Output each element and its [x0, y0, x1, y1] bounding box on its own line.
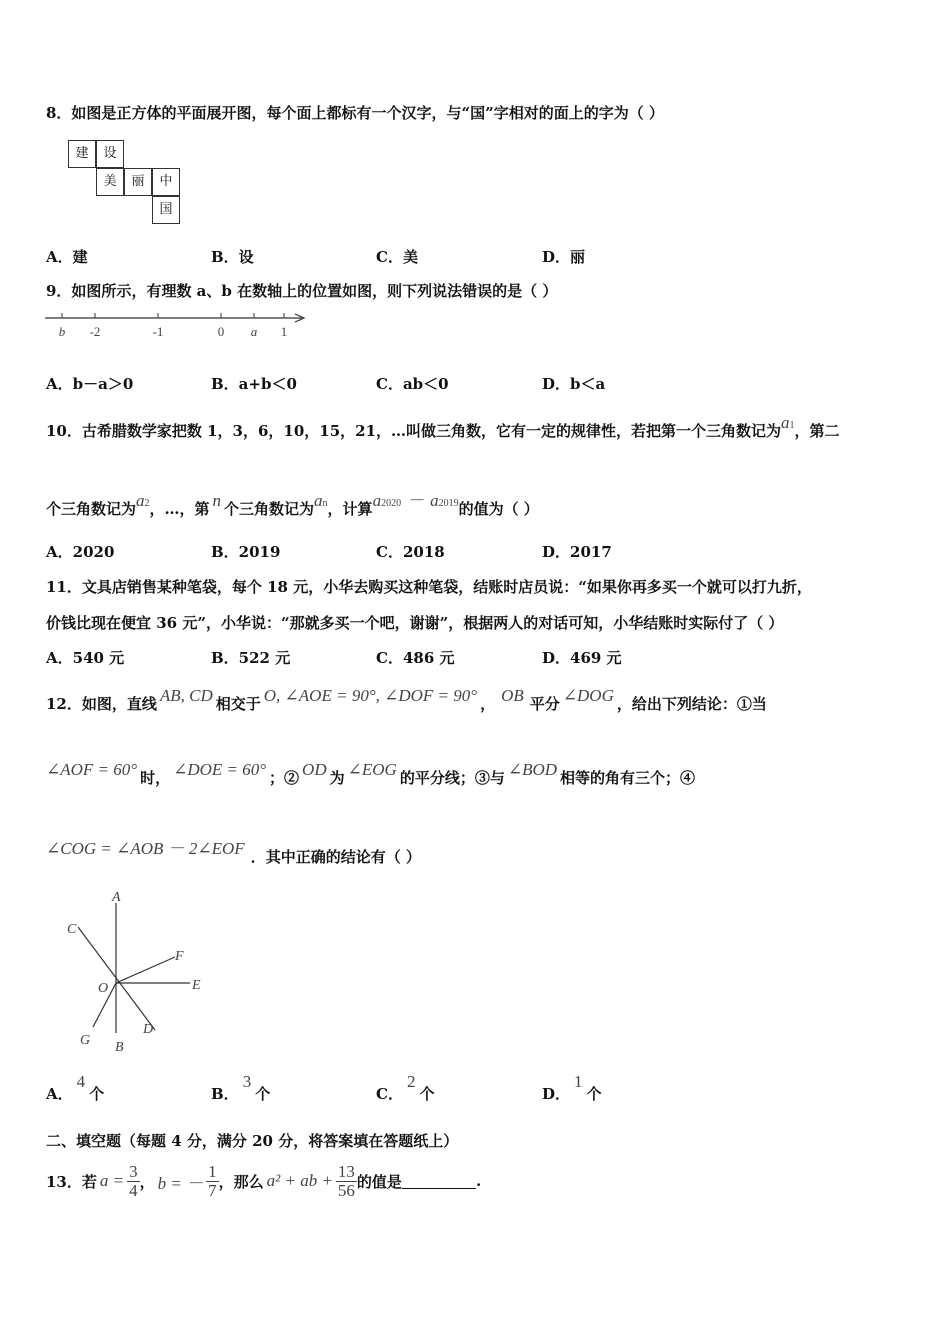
q10-option-d: D．2017 [542, 543, 612, 561]
section2-title: 二、填空题（每题 4 分，满分 20 分，将答案填在答题纸上） [46, 1132, 459, 1150]
label-minus2: -2 [89, 324, 101, 339]
q12-l2-e: 相等的角有三个；④ [560, 769, 696, 787]
q12-l1-m1: AB, CD [159, 686, 213, 705]
q10-a1-letter: a [781, 413, 790, 432]
q10-a2-letter: a [136, 491, 145, 510]
q12-option-d [542, 1072, 602, 1104]
q13-c-fraction [336, 1163, 357, 1200]
q10-option-b: B．2019 [211, 543, 281, 561]
q13-a-num: 3 [129, 1161, 138, 1181]
q12-l1-m2: O, ∠AOE = 90°, ∠DOF = 90° [263, 686, 478, 705]
label-0: 0 [217, 324, 225, 339]
q8-text: 8．如图是正方体的平面展开图，每个面上都标有一个汉字，与“国”字相对的面上的字为（ ） [46, 104, 664, 122]
q13-b-eq: b = － [157, 1173, 204, 1193]
q12-option-b-num: 3 [242, 1072, 252, 1091]
q13-then: ，那么 [218, 1172, 264, 1191]
q12-option-c-num: 2 [406, 1072, 416, 1091]
q12-option-c-unit: 个 [419, 1085, 435, 1103]
q10-calc-minus: － [407, 491, 425, 510]
q10-line1-end: ，第二 [794, 422, 840, 440]
q12-option-d-unit: 个 [586, 1085, 602, 1103]
q13-b-fraction [206, 1163, 219, 1200]
q12-l2-m4: ∠EOG [347, 760, 397, 779]
q12-l2-b: ；② [269, 769, 300, 787]
q8-option-d: D．丽 [542, 248, 586, 266]
ray-of [116, 957, 175, 983]
q10-line2-d: ，计算 [327, 500, 373, 518]
q12-option-a-num: 4 [76, 1072, 86, 1091]
q8-option-b: B．设 [211, 248, 254, 266]
q10-n: n [212, 491, 222, 510]
q12-l2-m5: ∠BOD [507, 760, 558, 779]
label-F: F [175, 949, 184, 964]
q10-a1 [781, 413, 795, 432]
q12-l1-m4: ∠DOG [562, 686, 614, 705]
label-minus1: -1 [152, 324, 164, 339]
q12-line3 [46, 839, 421, 867]
net-cell-jian: 建 [68, 140, 96, 168]
q12-line1 [46, 686, 767, 714]
q11-line1: 11．文具店销售某种笔袋，每个 18 元，小华去购买这种笔袋，结账时店员说：“如果你再多买一个就可以打九折， [46, 578, 812, 596]
net-cell-guo: 国 [152, 196, 180, 224]
q10-an-letter: a [314, 491, 323, 510]
q9-option-b: B．a+b＜0 [211, 375, 297, 393]
q12-l1-b: 相交于 [215, 695, 261, 713]
q10-calc-sub1: 2020 [381, 498, 402, 509]
q13-c-num: 13 [337, 1161, 355, 1181]
q11-option-a: A．540 元 [46, 649, 125, 667]
q12-option-a [46, 1072, 105, 1104]
q12-option-d-num: 1 [574, 1072, 583, 1091]
q12-option-b-letter: B． [211, 1085, 239, 1103]
q11-option-d: D．469 元 [542, 649, 622, 667]
q9-option-a: A．b－a＞0 [46, 375, 134, 393]
q9-text: 9．如图所示，有理数 a、b 在数轴上的位置如图，则下列说法错误的是（ ） [46, 282, 558, 300]
q10-line1 [46, 413, 840, 441]
q13-a-den: 4 [129, 1180, 138, 1200]
q12-l2-m1: ∠AOF = 60° [46, 760, 138, 779]
q10-line2 [46, 491, 539, 519]
q13-b-num: 1 [208, 1161, 217, 1181]
label-B: B [115, 1040, 124, 1055]
q12-option-c [376, 1072, 435, 1104]
q8-option-c: C．美 [376, 248, 418, 266]
q13-prefix: 13．若 [46, 1172, 97, 1191]
q10-line2-b: ，…，第 [149, 500, 210, 518]
q10-calc-b: a [430, 491, 439, 510]
label-E: E [192, 978, 201, 993]
q12-l1-m3: OB [501, 686, 524, 705]
net-cell-zhong: 中 [152, 168, 180, 196]
q13-sep: ， [139, 1172, 155, 1191]
net-cell-li: 丽 [124, 168, 152, 196]
q12-l2-a: 时， [140, 769, 171, 787]
label-C: C [67, 922, 77, 937]
q12-l2-m2: ∠DOE = 60° [173, 760, 267, 779]
label-a: a [250, 324, 258, 339]
q10-line2-e: 的值为（ ） [458, 500, 539, 518]
q12-option-c-letter: C． [376, 1085, 403, 1103]
q13-answer-blank[interactable] [402, 1174, 476, 1189]
number-line-figure [40, 306, 310, 346]
q12-l2-c: 为 [329, 769, 345, 787]
net-cell-mei: 美 [96, 168, 124, 196]
q13-a-fraction [127, 1163, 140, 1200]
q12-l3-m1: ∠COG = ∠AOB － 2∠EOF [46, 839, 245, 858]
q12-option-b-unit: 个 [255, 1085, 271, 1103]
q13-b-den: 7 [208, 1180, 217, 1200]
q10-a2 [136, 491, 150, 510]
label-O: O [98, 981, 109, 996]
q10-an [314, 491, 328, 510]
q12-l1-a: 12．如图，直线 [46, 695, 157, 713]
q10-an-sub: n [322, 498, 328, 509]
q12-option-a-unit: 个 [89, 1085, 105, 1103]
q12-l2-d: 的平分线；③与 [399, 769, 505, 787]
q10-line2-a: 个三角数记为 [46, 500, 137, 518]
q10-calc-a: a [372, 491, 382, 510]
q10-option-c: C．2018 [376, 543, 445, 561]
q11-line2: 价钱比现在便宜 36 元”，小华说：“那就多买一个吧，谢谢”，根据两人的对话可知，小华结账时实际付了（ ） [46, 614, 784, 632]
q13-expr: a² + ab + [266, 1171, 333, 1190]
label-b: b [58, 324, 66, 339]
label-G: G [80, 1033, 91, 1048]
q13-line [46, 1156, 481, 1206]
q12-option-a-letter: A． [46, 1085, 73, 1103]
q10-line1-text: 10．古希腊数学家把数 1，3，6，10，15，21，…叫做三角数，它有一定的规律性，若把第一个三角数记为 [46, 422, 782, 440]
q13-end: . [475, 1172, 482, 1190]
net-cell-she: 设 [96, 140, 124, 168]
q12-l1-d: 平分 [529, 695, 560, 713]
q13-tail: 的值是 [356, 1172, 402, 1191]
q10-line2-c: 个三角数记为 [224, 500, 315, 518]
q10-calc [373, 491, 459, 510]
label-D: D [143, 1022, 154, 1037]
q8-option-a: A．建 [46, 248, 88, 266]
q10-a1-sub: 1 [789, 420, 795, 431]
q12-option-d-letter: D． [542, 1085, 571, 1103]
q13-a-eq: a = [99, 1171, 125, 1190]
q12-l2-m3: OD [302, 760, 327, 779]
angle-figure [60, 885, 220, 1060]
q12-l3-a: ．其中正确的结论有（ ） [250, 848, 421, 866]
q12-option-b [211, 1072, 271, 1104]
q9-option-c: C．ab＜0 [376, 375, 449, 393]
q10-option-a: A．2020 [46, 543, 115, 561]
q9-option-d: D．b＜a [542, 375, 606, 393]
label-1: 1 [280, 324, 288, 339]
q12-l1-e: ，给出下列结论：①当 [616, 695, 767, 713]
label-A: A [112, 890, 121, 905]
q10-a2-sub: 2 [144, 498, 150, 509]
q11-option-b: B．522 元 [211, 649, 291, 667]
q12-l1-c: ， [480, 695, 496, 713]
q11-option-c: C．486 元 [376, 649, 455, 667]
q13-c-den: 56 [337, 1180, 355, 1200]
q10-calc-sub2: 2019 [438, 498, 459, 509]
q12-line2 [46, 760, 696, 788]
